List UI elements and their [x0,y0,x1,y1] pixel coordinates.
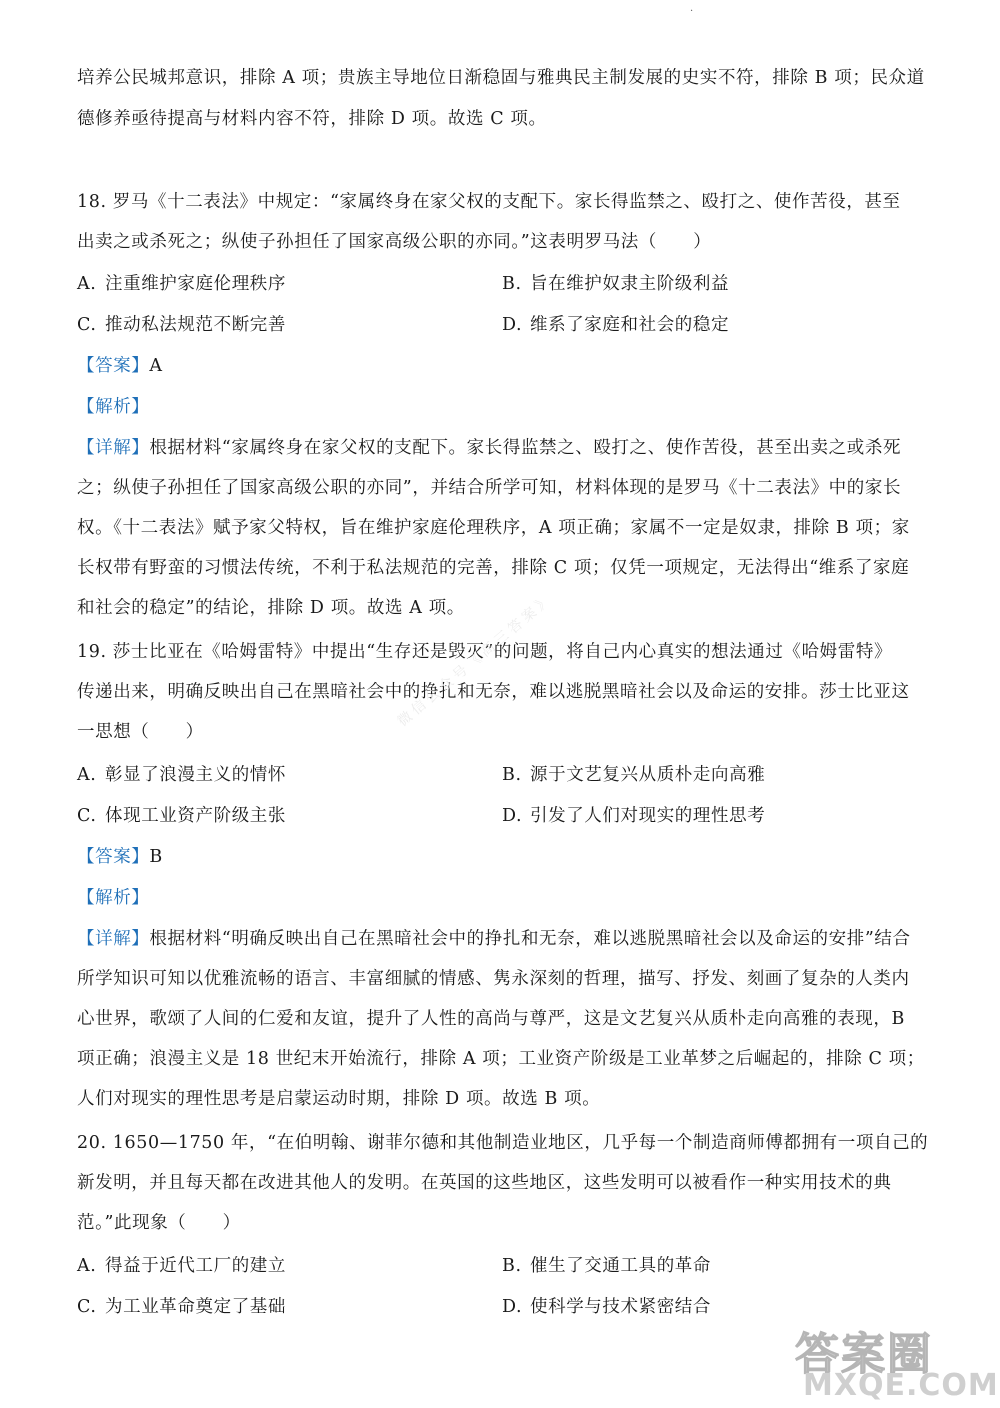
q20-option-c [77,1295,286,1319]
intro-line-2: 德修养亟待提高与材料内容不符，排除 D 项。故选 C 项。 [77,109,547,129]
watermark-cn-text: 答案圈 [795,1329,933,1380]
q19-option-a [77,763,286,787]
page-mark: · [690,6,694,17]
q18-detail-line-1 [77,436,927,460]
q20-stem-line-1: 20. 1650—1750 年，“在伯明翰、谢菲尔德和其他制造业地区，几乎每一个制造商师傅都拥有一项自己的 [77,1133,929,1153]
q20-option-b [502,1254,711,1278]
option-text: 源于文艺复兴从质朴走向高雅 [530,765,766,785]
q18-option-c [77,313,286,337]
q20-option-d [502,1295,711,1319]
q19-stem-line-2: 传递出来，明确反映出自己在黑暗社会中的挣扎和无奈，难以逃脱黑暗社会以及命运的安排。莎士比亚这 [77,682,910,702]
q18-answer [77,354,927,378]
q20-stem-line-2: 新发明，并且每天都在改进其他人的发明。在英国的这些地区，这些发明可以被看作一种实用技术的典 [77,1173,892,1193]
answer-value: B [149,847,163,867]
analysis-tag: 【解析】 [77,397,150,417]
q19-analysis [77,886,927,910]
q19-detail-line-4: 项正确；浪漫主义是 18 世纪末开始流行，排除 A 项；工业资产阶级是工业革梦之后崛起的，排除 C 项； [77,1049,925,1069]
option-label: A. [77,765,97,785]
q19-detail-line-3: 心世界，歌颂了人间的仁爱和友谊，提升了人性的高尚与尊严，这是文艺复兴从质朴走向高雅的表现，B [77,1009,905,1029]
q18-detail-line-3: 权。《十二表法》赋予家父特权，旨在维护家庭伦理秩序，A 项正确；家属不一定是奴隶，排除 B 项；家 [77,518,910,538]
inner-watermark: 微信公众号《高三答案》 [394,590,557,730]
watermark-en-text: MXQE.COM [803,1368,999,1403]
q19-option-b [502,763,765,787]
q18-option-a [77,272,286,296]
option-label: C. [77,1297,97,1317]
detail-tag: 【详解】 [77,438,150,458]
option-text: 得益于近代工厂的建立 [105,1256,286,1276]
option-text: 推动私法规范不断完善 [105,315,286,335]
option-label: A. [77,274,97,294]
option-text: 引发了人们对现实的理性思考 [530,806,766,826]
detail-text: 根据材料“明确反映出自己在黑暗社会中的挣扎和无奈，难以逃脱黑暗社会以及命运的安排”结合 [149,929,911,949]
q19-detail-line-5: 人们对现实的理性思考是启蒙运动时期，排除 D 项。故选 B 项。 [77,1089,601,1109]
q18-analysis [77,395,927,419]
q20-stem-line-3: 范。”此现象（ ） [77,1213,241,1233]
option-text: 体现工业资产阶级主张 [105,806,286,826]
detail-text: 根据材料“家属终身在家父权的支配下。家长得监禁之、殴打之、使作苦役，甚至出卖之或杀死 [149,438,902,458]
q20-option-a [77,1254,286,1278]
answer-value: A [149,356,163,376]
option-text: 为工业革命奠定了基础 [105,1297,286,1317]
q18-option-b [502,272,729,296]
q18-detail-line-2: 之；纵使子孙担任了国家高级公职的亦同”，并结合所学可知，材料体现的是罗马《十二表法》中的家长 [77,478,902,498]
q19-detail-line-2: 所学知识可知以优雅流畅的语言、丰富细腻的情感、隽永深刻的哲理，描写、抒发、刻画了复杂的人类内 [77,969,910,989]
q18-option-d [502,313,729,337]
analysis-tag: 【解析】 [77,888,150,908]
q18-stem-line-1: 18. 罗马《十二表法》中规定：“家属终身在家父权的支配下。家长得监禁之、殴打之、使作苦役，甚至 [77,192,901,212]
answer-tag: 【答案】 [77,847,150,867]
q19-stem-line-3: 一思想（ ） [77,722,204,742]
q18-detail-line-4: 长权带有野蛮的习惯法传统，不利于私法规范的完善，排除 C 项；仅凭一项规定，无法得出“维系了家庭 [77,558,910,578]
intro-line-1: 培养公民城邦意识，排除 A 项；贵族主导地位日渐稳固与雅典民主制发展的史实不符，排除 B 项；民众道 [77,68,925,88]
option-label: B. [502,274,522,294]
q19-detail-line-1 [77,927,927,951]
option-text: 催生了交通工具的革命 [530,1256,711,1276]
watermark-logo [795,1318,999,1408]
q19-option-c [77,804,286,828]
option-label: C. [77,315,97,335]
option-label: B. [502,1256,522,1276]
option-label: C. [77,806,97,826]
q19-option-d [502,804,765,828]
option-text: 维系了家庭和社会的稳定 [530,315,730,335]
option-label: D. [502,315,523,335]
option-text: 注重维护家庭伦理秩序 [105,274,286,294]
option-text: 旨在维护奴隶主阶级利益 [530,274,730,294]
option-label: D. [502,806,523,826]
detail-tag: 【详解】 [77,929,150,949]
q19-answer [77,845,927,869]
q18-stem-line-2: 出卖之或杀死之；纵使子孙担任了国家高级公职的亦同。”这表明罗马法（ ） [77,232,712,252]
answer-tag: 【答案】 [77,356,150,376]
option-text: 彰显了浪漫主义的情怀 [105,765,286,785]
option-text: 使科学与技术紧密结合 [530,1297,711,1317]
q18-detail-line-5: 和社会的稳定”的结论，排除 D 项。故选 A 项。 [77,598,465,618]
q19-stem-line-1: 19. 莎士比亚在《哈姆雷特》中提出“生存还是毁灭”的问题，将自己内心真实的想法通过《哈姆雷特》 [77,642,893,662]
option-label: D. [502,1297,523,1317]
option-label: B. [502,765,522,785]
option-label: A. [77,1256,97,1276]
